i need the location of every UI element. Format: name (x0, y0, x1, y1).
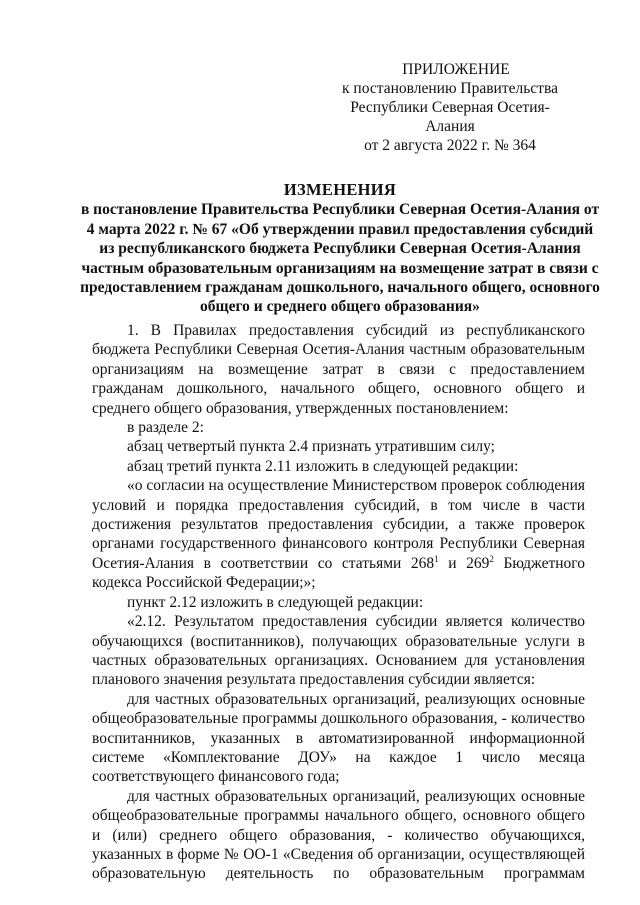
paragraph-5-text-b: и 269 (438, 554, 490, 572)
paragraph-2: в разделе 2: (127, 419, 204, 437)
heading-main: ИЗМЕНЕНИЯ (283, 180, 397, 199)
paragraph-5-sup-1: 1 (434, 553, 439, 564)
paragraph-9: для частных образовательных организаций, реализующих основные общеобразовательные программы начального общего, основного общего и (или) среднего общего образования, - количество обучающихся, указанных в форме № ОО-1 «Сведения об организации, осуществляющей образовательную деятельность по образовательным программам (92, 787, 585, 883)
document-body (92, 321, 585, 884)
paragraph-5-text-a: «о согласии на осуществление Министерством проверок соблюдения условий и порядка предоставления субсидий, в том числе в части достижения результатов предоставления субсидии, а также проверок органами государственного финансового контроля Республики Северная Осетия-Алания в соответствии со статьями 268 (92, 477, 585, 572)
paragraph-3: абзац четвертый пункта 2.4 признать утратившим силу; (127, 438, 495, 456)
appendix-line-1: к постановлению Правительства (342, 80, 558, 97)
paragraph-7: «2.12. Результатом предоставления субсидии является количество обучающихся (воспитанников), получающих образовательные услуги в частных образовательных организациях. Основанием для установления планового значения результата предоставления субсидии является: (92, 613, 585, 689)
appendix-line-2: Республики Северная Осетия-Алания (350, 99, 550, 135)
paragraph-6: пункт 2.12 изложить в следующей редакции: (127, 593, 424, 611)
document-heading (80, 180, 600, 317)
paragraph-5-text-c: Бюджетного кодекса Российской Федерации;»; (92, 554, 585, 592)
appendix-block (330, 60, 570, 155)
paragraph-5 (92, 476, 585, 592)
paragraph-4: абзац третий пункта 2.11 изложить в следующей редакции: (127, 457, 519, 475)
paragraph-1: 1. В Правилах предоставления субсидий из республиканского бюджета Республики Северная Осетия-Алания частным образовательным организациям на возмещение затрат в связи с предоставлением гражданам дошкольного, начального общего, основного общего и среднего общего образования, утвержденных постановлением: (92, 322, 585, 417)
paragraph-5-sup-2: 2 (489, 553, 494, 564)
heading-subtitle: в постановление Правительства Республики Северная Осетия-Алания от 4 марта 2022 г. № 67 «Об утверждении правил предоставления субсидий из республиканского бюджета Республики Северная Осетия-Алания частным образовательным организациям на возмещение затрат в связи с предоставлением гражданам дошкольного, начального общего, основного общего и среднего общего образования» (80, 201, 600, 316)
appendix-title: ПРИЛОЖЕНИЕ (402, 61, 510, 78)
appendix-line-3: от 2 августа 2022 г. № 364 (364, 137, 536, 154)
paragraph-8: для частных образовательных организаций, реализующих основные общеобразовательные программы дошкольного образования, - количество воспитанников, указанных в автоматизированной информационной системе «Комплектование ДОУ» на каждое 1 число месяца соответствующего финансового года; (92, 690, 585, 786)
